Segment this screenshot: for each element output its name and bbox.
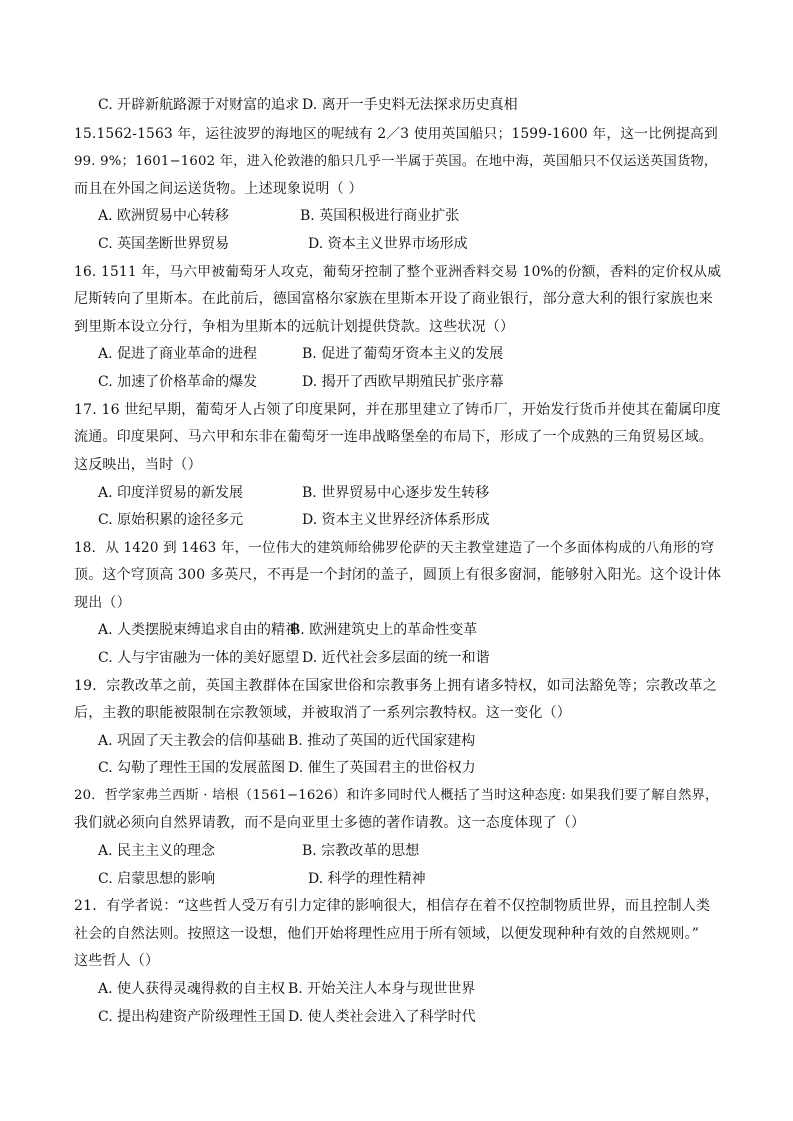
q19-stem-line-1: 19．宗教改革之前，英国主教群体在国家世俗和宗教事务上拥有诸多特权，如司法豁免等；宗教改革之 (74, 678, 718, 694)
q16-stem-line-2: 尼斯转向了里斯本。在此前后，德国富格尔家族在里斯本开设了商业银行，部分意大利的银行家族也来 (74, 291, 713, 307)
q16-option-d: D. 揭开了西欧早期殖民扩张序幕 (302, 374, 504, 390)
q19-option-c: C. 勾勒了理性王国的发展蓝图 (98, 760, 286, 776)
q19-option-d: D. 催生了英国君主的世俗权力 (288, 760, 476, 776)
q17-stem-line-1: 17. 16 世纪早期，葡萄牙人占领了印度果阿，并在那里建立了铸币厂，开始发行货币并使其在葡属印度 (74, 402, 721, 418)
q19-stem-line-2: 后，主教的职能被限制在宗教领域，并被取消了一系列宗教特权。这一变化（） (74, 705, 571, 721)
q14-option-d: D. 离开一手史料无法探求历史真相 (302, 97, 518, 113)
q16-stem-line-3: 到里斯本设立分行，争相为里斯本的远航计划提供贷款。这些状况（） (74, 319, 515, 335)
q20-stem-line-1: 20．哲学家弗兰西斯 · 培根（1561−1626）和许多同时代人概括了当时这种态度: 如果我们要了解自然界， (74, 788, 719, 803)
q21-stem-line-2: 社会的自然法则。按照这一设想，他们开始将理性应用于所有领域，以便发现种种有效的自然规则。” (74, 926, 700, 942)
q21-option-a: A. 使人获得灵魂得救的自主权 (98, 981, 286, 997)
q18-option-d: D. 近代社会多层面的统一和谐 (302, 650, 490, 666)
q18-option-a: A. 人类摆脱束缚追求自由的精神 (98, 622, 300, 638)
q17-stem-line-2: 流通。印度果阿、马六甲和东非在葡萄牙一连串战略堡垒的布局下，形成了一个成熟的三角贸易区域。 (74, 429, 713, 445)
q15-stem-line-3: 而且在外国之间运送货物。上述现象说明（ ） (74, 181, 363, 197)
q18-stem-line-1: 18．从 1420 到 1463 年，一位伟大的建筑师给佛罗伦萨的天主教堂建造了一个多面体构成的八角形的穹 (74, 540, 715, 556)
q14-option-c: C. 开辟新航路源于对财富的追求 (98, 97, 300, 113)
q18-stem-line-3: 现出（） (74, 595, 131, 611)
q15-option-d: D. 资本主义世界市场形成 (308, 236, 468, 252)
q19-option-b: B. 推动了英国的近代国家建构 (288, 733, 476, 749)
q18-stem-line-2: 顶。这个穹顶高 300 多英尺，不再是一个封闭的盖子，圆顶上有很多窗洞，能够射入阳光。这个设计体 (74, 567, 722, 583)
q17-stem-line-3: 这反映出，当时（） (74, 457, 202, 473)
q20-stem-line-2: 我们就必须向自然界请教，而不是向亚里士多德的著作请教。这一态度体现了（） (74, 815, 586, 831)
q21-option-d: D. 使人类社会进入了科学时代 (288, 1009, 476, 1025)
q18-option-b: B. 欧洲建筑史上的革命性变革 (290, 622, 478, 638)
q21-option-c: C. 提出构建资产阶级理性王国 (98, 1009, 286, 1025)
q16-option-c: C. 加速了价格革命的爆发 (98, 374, 258, 390)
q16-option-b: B. 促进了葡萄牙资本主义的发展 (302, 346, 504, 362)
q20-option-b: B. 宗教改革的思想 (302, 843, 420, 859)
q18-option-c: C. 人与宇宙融为一体的美好愿望 (98, 650, 300, 666)
q17-option-a: A. 印度洋贸易的新发展 (98, 485, 244, 501)
q15-stem-line-2: 99. 9%；1601−1602 年，进入伦敦港的船只几乎一半属于英国。在地中海，英国船只不仅运送英国货物， (74, 154, 718, 169)
q17-option-c: C. 原始积累的途径多元 (98, 512, 244, 528)
q20-option-c: C. 启蒙思想的影响 (98, 871, 216, 887)
q15-option-a: A. 欧洲贸易中心转移 (98, 208, 230, 224)
q15-option-c: C. 英国垄断世界贸易 (98, 236, 230, 252)
q21-option-b: B. 开始关注人本身与现世世界 (288, 981, 476, 997)
q16-stem-line-1: 16. 1511 年，马六甲被葡萄牙人攻克，葡萄牙控制了整个亚洲香料交易 10%的份额，香料的定价权从威 (74, 264, 722, 280)
q17-option-b: B. 世界贸易中心逐步发生转移 (302, 485, 490, 501)
q17-option-d: D. 资本主义世界经济体系形成 (302, 512, 490, 528)
q19-option-a: A. 巩固了天主教会的信仰基础 (98, 733, 286, 749)
q16-option-a: A. 促进了商业革命的进程 (98, 346, 258, 362)
q21-stem-line-1: 21．有学者说：“这些哲人受万有引力定律的影响很大，相信存在着不仅控制物质世界，而且控制人类 (74, 898, 711, 914)
q20-option-a: A. 民主主义的理念 (98, 843, 216, 859)
q15-option-b: B. 英国积极进行商业扩张 (300, 208, 460, 224)
q21-stem-line-3: 这些哲人（） (74, 953, 160, 969)
q15-stem-line-1: 15.1562-1563 年，运往波罗的海地区的呢绒有 2／3 使用英国船只；1599-1600 年，这一比例提高到 (74, 126, 718, 142)
q20-option-d: D. 科学的理性精神 (308, 871, 426, 887)
